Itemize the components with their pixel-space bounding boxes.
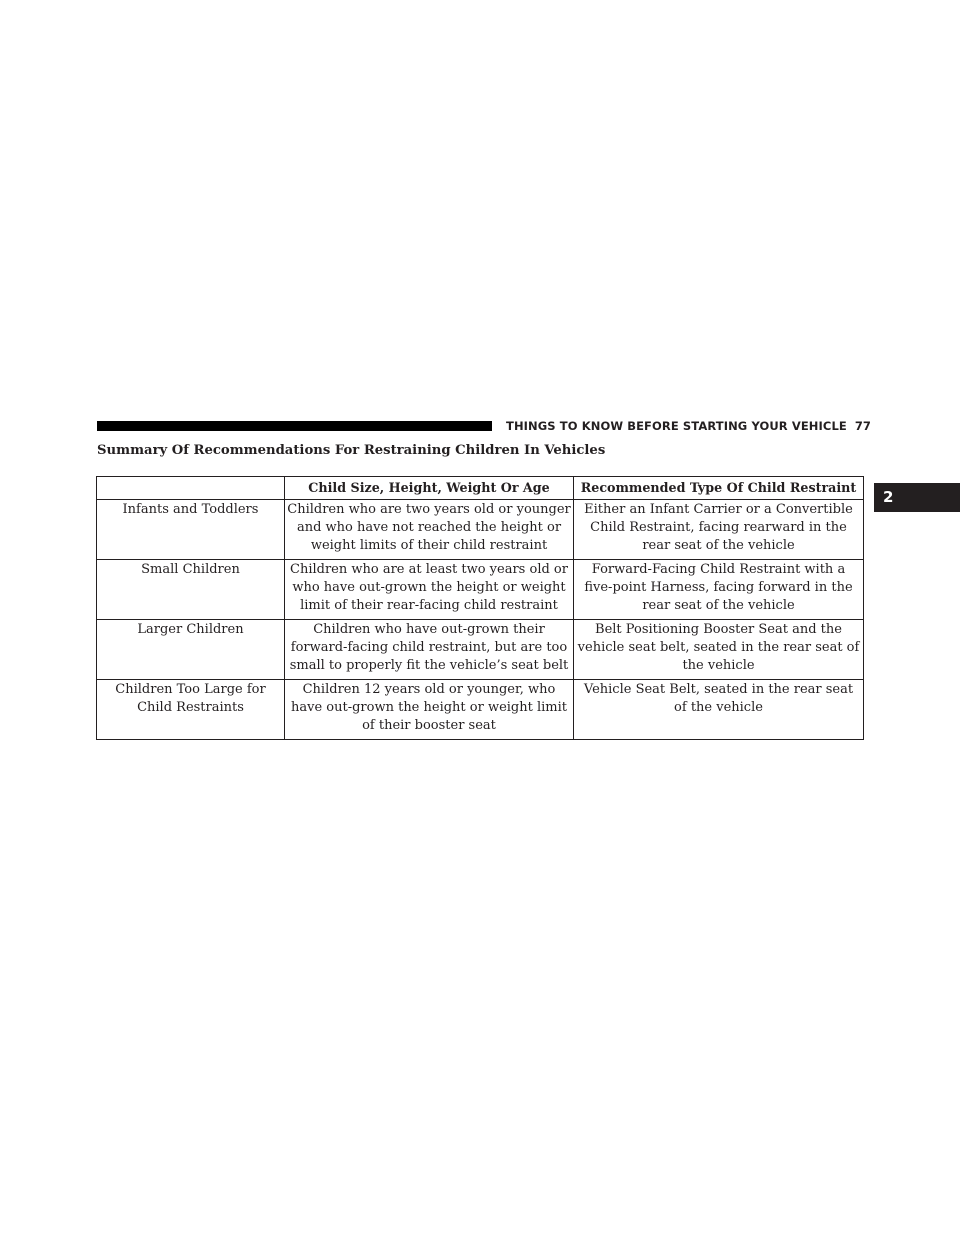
header-rule bbox=[97, 421, 492, 431]
page-number: 77 bbox=[854, 419, 872, 433]
running-header bbox=[506, 418, 871, 434]
table-cell-category: Infants and Toddlers bbox=[97, 500, 285, 560]
table-row bbox=[97, 620, 864, 680]
table-cell-restraint: Either an Infant Carrier or a Convertible Child Restraint, facing rearward in the rear seat of the vehicle bbox=[574, 500, 864, 560]
table-cell-category: Small Children bbox=[97, 560, 285, 620]
table-cell-child-size: Children who are at least two years old or who have out-grown the height or weight limit of their rear-facing child restraint bbox=[285, 560, 574, 620]
table-cell-restraint: Belt Positioning Booster Seat and the vehicle seat belt, seated in the rear seat of the vehicle bbox=[574, 620, 864, 680]
recommendations-table bbox=[96, 476, 864, 740]
table-header-row bbox=[97, 477, 864, 500]
table-cell-restraint: Vehicle Seat Belt, seated in the rear seat of the vehicle bbox=[574, 680, 864, 740]
table-row bbox=[97, 680, 864, 740]
table-cell-restraint: Forward-Facing Child Restraint with a five-point Harness, facing forward in the rear seat of the vehicle bbox=[574, 560, 864, 620]
table-cell-child-size: Children who are two years old or younger and who have not reached the height or weight limits of their child restraint bbox=[285, 500, 574, 560]
section-title: Summary Of Recommendations For Restraining Children In Vehicles bbox=[97, 443, 606, 458]
table-cell-category: Children Too Large for Child Restraints bbox=[97, 680, 285, 740]
table-row bbox=[97, 560, 864, 620]
column-header-category bbox=[97, 477, 285, 500]
running-title: THINGS TO KNOW BEFORE STARTING YOUR VEHICLE bbox=[506, 419, 847, 433]
column-header-child-size: Child Size, Height, Weight Or Age bbox=[285, 477, 574, 500]
table-cell-category: Larger Children bbox=[97, 620, 285, 680]
table-row bbox=[97, 500, 864, 560]
table-cell-child-size: Children who have out-grown their forward-facing child restraint, but are too small to properly fit the vehicle’s seat belt bbox=[285, 620, 574, 680]
column-header-restraint-type: Recommended Type Of Child Restraint bbox=[574, 477, 864, 500]
table-cell-child-size: Children 12 years old or younger, who have out-grown the height or weight limit of their booster seat bbox=[285, 680, 574, 740]
chapter-tab[interactable]: 2 bbox=[874, 483, 960, 512]
